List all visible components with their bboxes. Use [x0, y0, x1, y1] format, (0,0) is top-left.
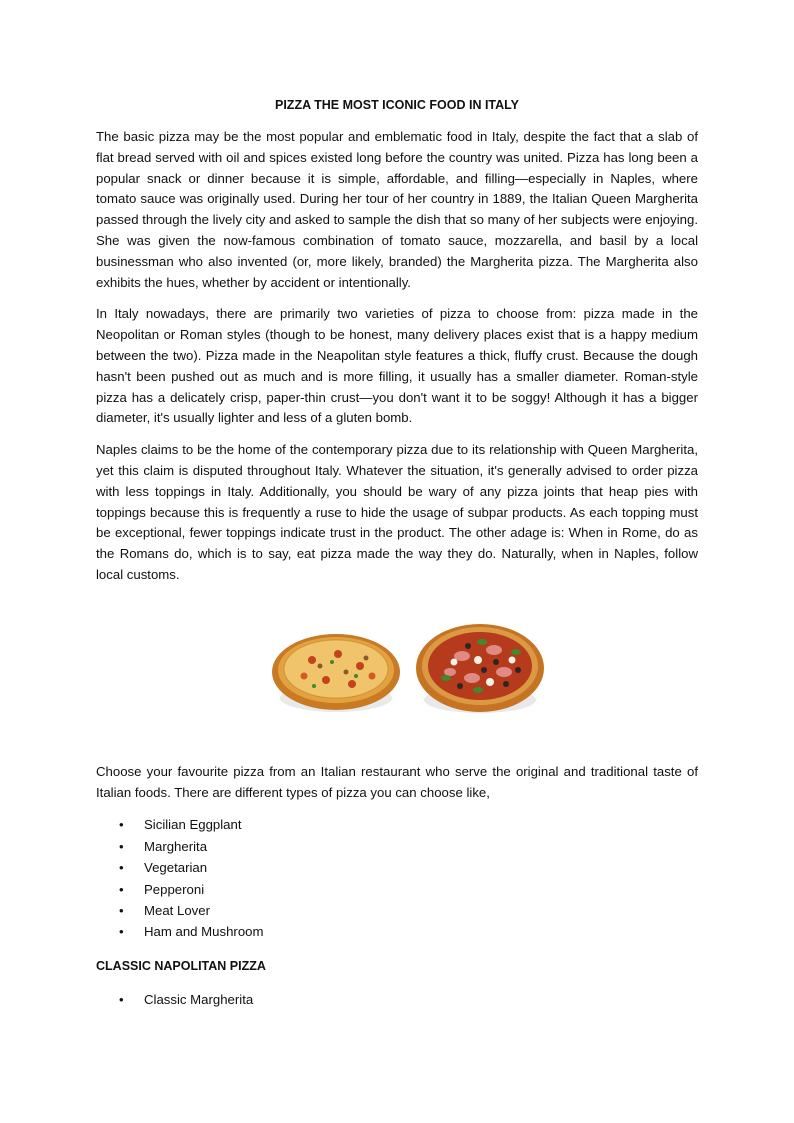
bullet-icon: •	[119, 902, 124, 918]
pizza-olive-ham-image	[412, 616, 548, 716]
list-item-label: Classic Margherita	[144, 991, 254, 1007]
list-item	[96, 836, 698, 857]
pizza-images	[96, 616, 698, 716]
paragraph-naples: Naples claims to be the home of the contemporary pizza due to its relationship with Queen Margherita, yet this claim is disputed throughout Italy. Whatever the situation, it's generally advised to order pizza with less toppings in Italy. Additionally, you should be wary of any pizza joints that heap pies with toppings because this is frequently a ruse to hide the usage of subpar products. As each topping must be exceptional, fewer toppings indicate trust in the product. The other adage is: When in Rome, do as the Romans do, which is to say, eat pizza made the way they do. Naturally, when in Naples, follow local customs.	[96, 442, 698, 582]
paragraph-choose: Choose your favourite pizza from an Italian restaurant who serve the original and traditional taste of Italian foods. There are different types of pizza you can choose like,	[96, 763, 698, 800]
document-page	[96, 96, 698, 1024]
pizza-vegetable-image	[268, 616, 404, 716]
list-item-label: Margherita	[144, 838, 208, 854]
paragraph-history: The basic pizza may be the most popular and emblematic food in Italy, despite the fact that a slab of flat bread served with oil and spices existed long before the country was united. Pizza has long been a popular snack or dinner because it is simple, affordable, and filling—especially in Naples, where tomato sauce was originally used. During her tour of her country in 1889, the Italian Queen Margherita passed through the lively city and asked to sample the dish that so many of her subjects were enjoying. She was given the now-famous combination of tomato sauce, mozzarella, and basil by a local businessman who also invented (or, more likely, branded) the Margherita pizza. The Margherita also exhibits the hues, whether by accident or intentionally.	[96, 129, 698, 290]
list-item	[96, 921, 698, 942]
bullet-icon: •	[119, 924, 124, 940]
bullet-icon: •	[119, 860, 124, 876]
bullet-icon: •	[119, 838, 124, 854]
document-title: PIZZA THE MOST ICONIC FOOD IN ITALY	[275, 98, 519, 112]
list-item-label: Sicilian Eggplant	[144, 817, 242, 833]
section-heading: CLASSIC NAPOLITAN PIZZA	[96, 958, 266, 973]
napolitan-list	[96, 989, 698, 1010]
list-item	[96, 900, 698, 921]
pizza-type-list	[96, 814, 698, 942]
list-item	[96, 989, 698, 1010]
list-item	[96, 857, 698, 878]
list-item-label: Ham and Mushroom	[144, 924, 264, 940]
list-item-label: Meat Lover	[144, 902, 210, 918]
bullet-icon: •	[119, 881, 124, 897]
list-item-label: Vegetarian	[144, 860, 208, 876]
bullet-icon: •	[119, 991, 124, 1007]
list-item-label: Pepperoni	[144, 881, 205, 897]
bullet-icon: •	[119, 817, 124, 833]
paragraph-styles: In Italy nowadays, there are primarily two varieties of pizza to choose from: pizza made in the Neopolitan or Roman styles (though to be honest, many delivery places exist that is a happy medium between the two). Pizza made in the Neapolitan style features a thick, fluffy crust. Because the dough hasn't been pushed out as much and is more filling, it usually has a smaller diameter. Roman-style pizza has a delicately crisp, paper-thin crust—you don't want it to be soggy! Although it has a bigger diameter, it's usually lighter and less of a gluten bomb.	[96, 306, 698, 426]
list-item	[96, 879, 698, 900]
list-item	[96, 814, 698, 835]
